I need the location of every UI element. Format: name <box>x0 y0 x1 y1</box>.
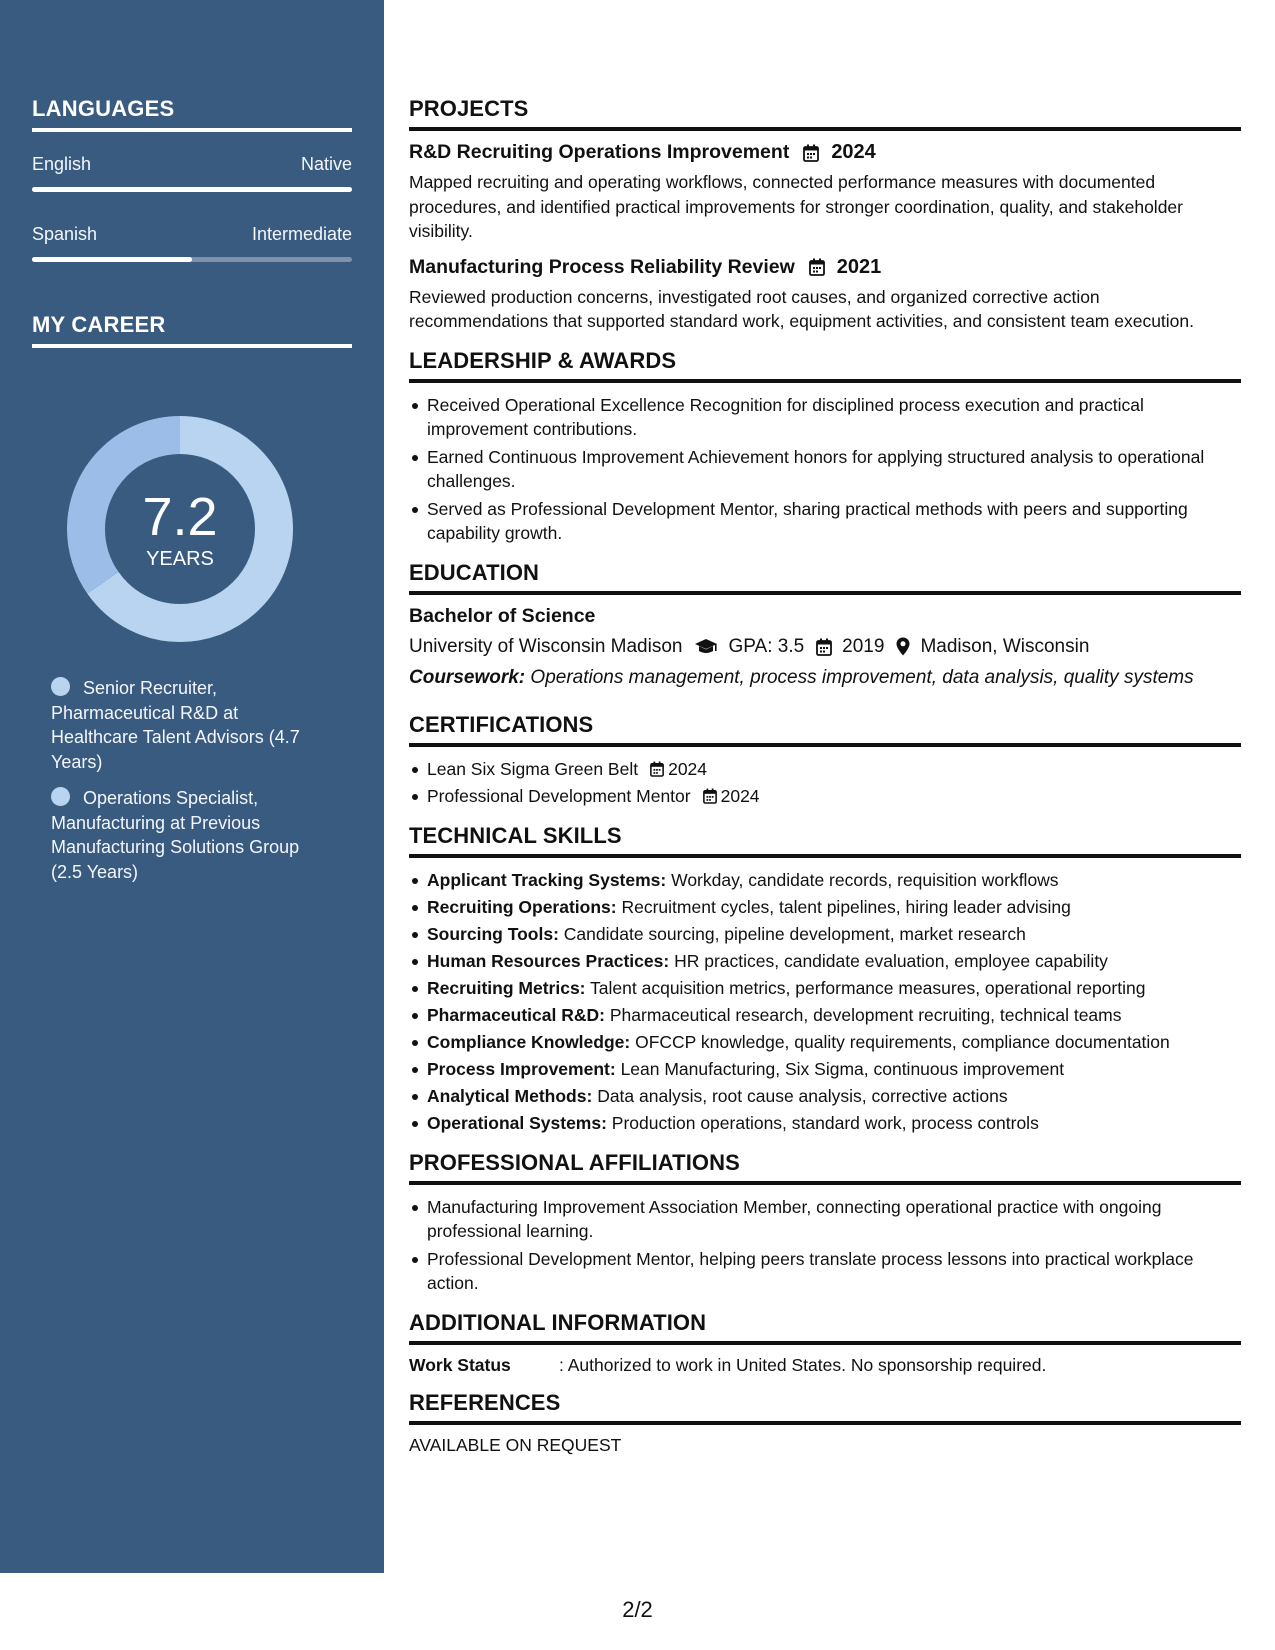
calendar-icon <box>816 638 832 656</box>
career-heading: MY CAREER <box>32 312 352 348</box>
skill-item: Recruiting Operations: Recruitment cycles, talent pipelines, hiring leader advising <box>409 895 1241 920</box>
education-heading: EDUCATION <box>409 560 1241 595</box>
affiliation-item: Manufacturing Improvement Association Member, connecting operational practice with ongoing professional learning. <box>409 1195 1241 1244</box>
project-item <box>409 141 1241 244</box>
education-degree: Bachelor of Science <box>409 604 596 627</box>
work-status-value: : Authorized to work in United States. No sponsorship required. <box>559 1354 1047 1375</box>
education-year: 2019 <box>842 635 885 657</box>
main-content <box>409 96 1241 1470</box>
career-item: Operations Specialist, Manufacturing at Previous Manufacturing Solutions Group (2.5 Years) <box>51 788 300 882</box>
language-proficiency-bar <box>32 187 352 192</box>
affiliation-item: Professional Development Mentor, helping peers translate process lessons into practical workplace action. <box>409 1247 1241 1296</box>
education-section <box>409 560 1241 690</box>
projects-heading: PROJECTS <box>409 96 1241 131</box>
additional-info-heading: ADDITIONAL INFORMATION <box>409 1310 1241 1345</box>
skill-item: Applicant Tracking Systems: Workday, candidate records, requisition workflows <box>409 868 1241 893</box>
skill-item: Human Resources Practices: HR practices, candidate evaluation, employee capability <box>409 949 1241 974</box>
languages-heading: LANGUAGES <box>32 96 352 132</box>
work-status-label: Work Status <box>409 1354 511 1375</box>
certifications-section <box>409 712 1241 809</box>
education-school: University of Wisconsin Madison <box>409 635 683 657</box>
career-dot-icon <box>51 677 70 696</box>
language-proficiency-bar <box>32 257 352 262</box>
graduation-cap-icon <box>694 638 718 656</box>
project-year: 2021 <box>836 255 882 278</box>
certifications-heading: CERTIFICATIONS <box>409 712 1241 747</box>
projects-section <box>409 96 1241 334</box>
leadership-item: Served as Professional Development Mentor, sharing practical methods with peers and supporting capability growth. <box>409 497 1241 546</box>
career-list <box>51 676 321 896</box>
language-proficiency-fill <box>32 257 192 262</box>
leadership-item: Received Operational Excellence Recognition for disciplined process execution and practical improvement contributions. <box>409 393 1241 442</box>
map-pin-icon <box>896 637 910 656</box>
skills-section <box>409 823 1241 1136</box>
project-year: 2024 <box>831 141 876 163</box>
career-donut-chart <box>67 416 293 642</box>
leadership-item: Earned Continuous Improvement Achievement honors for applying structured analysis to operational challenges. <box>409 445 1241 494</box>
affiliations-section <box>409 1150 1241 1296</box>
skill-item: Recruiting Metrics: Talent acquisition metrics, performance measures, operational reporting <box>409 976 1241 1001</box>
skill-item: Pharmaceutical R&D: Pharmaceutical research, development recruiting, technical teams <box>409 1003 1241 1028</box>
skill-item: Operational Systems: Production operations, standard work, process controls <box>409 1111 1241 1136</box>
references-section <box>409 1390 1241 1456</box>
calendar-icon <box>703 788 717 804</box>
languages-list <box>32 154 352 262</box>
skill-item: Sourcing Tools: Candidate sourcing, pipeline development, market research <box>409 922 1241 947</box>
language-level: Intermediate <box>251 224 352 244</box>
language-name: English <box>32 154 92 174</box>
education-location: Madison, Wisconsin <box>920 635 1090 657</box>
work-status-row <box>409 1355 1241 1376</box>
language-proficiency-fill <box>32 187 352 192</box>
career-total-value: 7.2 <box>142 487 218 547</box>
project-title: Manufacturing Process Reliability Review <box>409 255 795 278</box>
certification-item: Professional Development Mentor 2024 <box>409 784 1241 809</box>
language-item-spanish <box>32 224 352 262</box>
project-item <box>409 256 1241 334</box>
career-total-unit: YEARS <box>146 548 214 570</box>
additional-info-section <box>409 1310 1241 1376</box>
skills-heading: TECHNICAL SKILLS <box>409 823 1241 858</box>
references-text: AVAILABLE ON REQUEST <box>409 1434 622 1455</box>
career-dot-icon <box>51 787 70 806</box>
page-number: 2/2 <box>622 1597 653 1622</box>
language-name: Spanish <box>32 224 98 244</box>
leadership-section <box>409 348 1241 546</box>
certification-item: Lean Six Sigma Green Belt 2024 <box>409 757 1241 782</box>
skill-item: Analytical Methods: Data analysis, root cause analysis, corrective actions <box>409 1084 1241 1109</box>
affiliations-heading: PROFESSIONAL AFFILIATIONS <box>409 1150 1241 1185</box>
project-description: Reviewed production concerns, investigated root causes, and organized corrective action recommendations that supported standard work, equipment activities, and consistent team execution. <box>409 286 1195 331</box>
education-gpa: GPA: 3.5 <box>728 635 805 657</box>
project-title: R&D Recruiting Operations Improvement <box>409 141 790 163</box>
calendar-icon <box>650 761 664 777</box>
calendar-icon <box>809 258 825 276</box>
leadership-heading: LEADERSHIP & AWARDS <box>409 348 1241 383</box>
education-coursework: Coursework: Operations management, process improvement, data analysis, quality systems <box>409 666 1194 688</box>
career-item: Senior Recruiter, Pharmaceutical R&D at Healthcare Talent Advisors (4.7 Years) <box>51 678 300 772</box>
language-level: Native <box>300 154 352 174</box>
project-description: Mapped recruiting and operating workflows, connected performance measures with documented procedures, and identified practical improvements for stronger coordination, quality, and stakeholder visibility. <box>409 172 1183 241</box>
language-item-english <box>32 154 352 192</box>
skill-item: Compliance Knowledge: OFCCP knowledge, quality requirements, compliance documentation <box>409 1030 1241 1055</box>
skill-item: Process Improvement: Lean Manufacturing, Six Sigma, continuous improvement <box>409 1057 1241 1082</box>
calendar-icon <box>803 144 819 162</box>
references-heading: REFERENCES <box>409 1390 1241 1425</box>
